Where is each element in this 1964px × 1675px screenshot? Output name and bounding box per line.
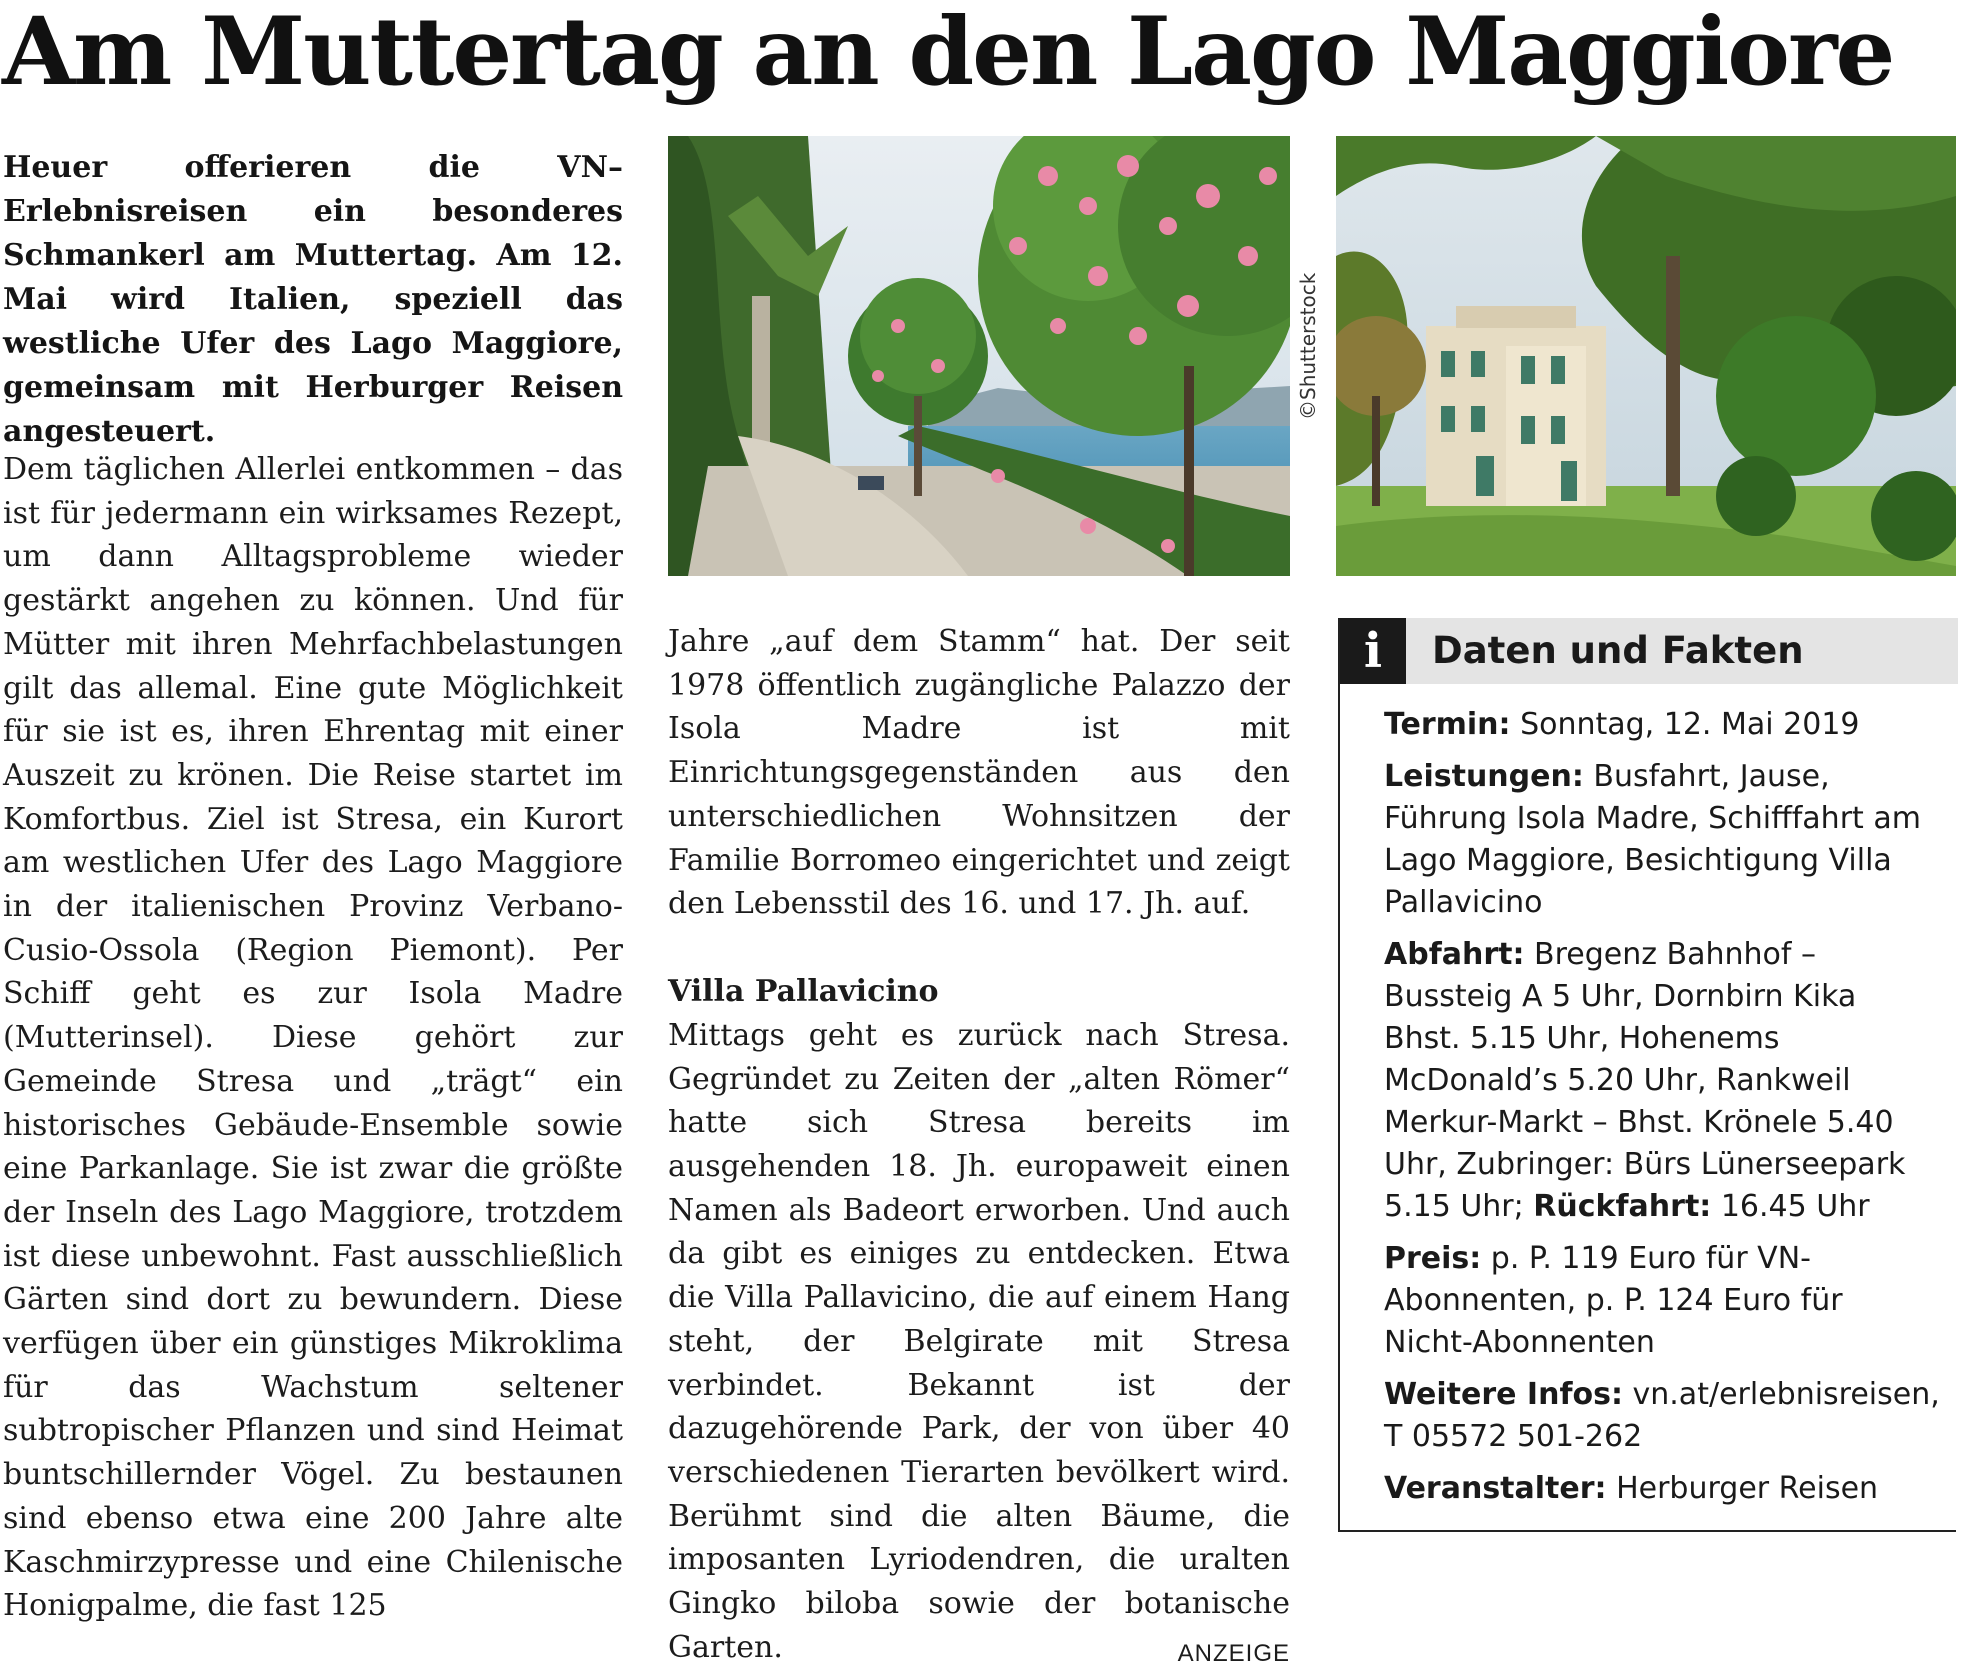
fact-value: p. P. 119 Euro für VN-Abonnenten, p. P. 124 Euro für Nicht-Abonnenten [1384,1241,1843,1360]
fact-label: Abfahrt: [1384,937,1525,972]
body-column-2 [668,620,1290,1675]
ad-label: ANZEIGE [1177,1639,1290,1667]
fact-departure [1384,934,1940,1228]
fact-date [1384,704,1940,746]
fact-value: Bregenz Bahnhof – Bussteig A 5 Uhr, Dornbirn Kika Bhst. 5.15 Uhr, Hohenems McDonald’s 5.20 Uhr, Rankweil Merkur-Markt – Bhst. Krönele 5.40 Uhr, Zubringer: Bürs Lünerseepark 5.15 Uhr; [1384,937,1906,1224]
info-icon: i [1340,618,1406,684]
fact-value: Busfahrt, Jause, Führung Isola Madre, Schifffahrt am Lago Maggiore, Besichtigung Villa Pallavicino [1384,759,1921,920]
fact-organizer [1384,1468,1940,1510]
body-paragraph [668,1014,1290,1670]
garden-lake-photo [668,136,1290,576]
fact-value: 16.45 Uhr [1711,1189,1870,1224]
body-column-1 [3,448,623,1628]
fact-value: Sonntag, 12. Mai 2019 [1510,707,1860,742]
body-paragraph: Dem täglichen Allerlei entkommen – das ist für jedermann ein wirksames Rezept, um dann Alltagsprobleme wieder gestärkt angehen zu können. Und für Mütter mit ihren Mehrfachbelastungen gilt das allemal. Eine gute Möglichkeit für sie ist es, ihren Ehrentag mit einer Auszeit zu krönen. Die Reise startet im Komfortbus. Ziel ist Stresa, ein Kurort am westlichen Ufer des Lago Maggiore in der italienischen Provinz Verbano-Cusio-Ossola (Region Piemont). Per Schiff geht es zur Isola Madre (Mutterinsel). Diese gehört zur Gemeinde Stresa und „trägt“ ein historisches Gebäude-Ensemble sowie eine Parkanlage. Sie ist zwar die größte der Inseln des Lago Maggiore, trotzdem ist diese unbewohnt. Fast ausschließlich Gärten sind dort zu bewundern. Diese verfügen über ein günstiges Mikroklima für das Wachstum seltener subtropischer Pflanzen und sind Heimat buntschillernder Vögel. Zu bestaunen sind ebenso etwa eine 200 Jahre alte Kaschmirzypresse und eine Chilenische Honigpalme, die fast 125 [3,452,623,1624]
headline: Am Muttertag an den Lago Maggiore [2,0,1894,107]
fact-label: Preis: [1384,1241,1482,1276]
fact-more-info [1384,1374,1940,1458]
lead-paragraph: Heuer offerieren die VN–Erlebnisreisen ein besonderes Schmankerl am Muttertag. Am 12. Mai wird Italien, speziell das westliche Ufer des Lago Maggiore, gemeinsam mit Herburger Reisen angesteuert. [3,150,623,449]
fact-label: Rückfahrt: [1533,1189,1712,1224]
photo-credit: ©Shutterstock [1296,272,1320,420]
fact-value: Herburger Reisen [1606,1471,1879,1506]
fact-value: vn.at/erlebnisreisen, T 05572 501-262 [1384,1377,1940,1454]
fact-box-title: Daten und Fakten [1432,629,1804,672]
fact-label: Termin: [1384,707,1511,742]
fact-services [1384,756,1940,924]
subheading: Villa Pallavicino [668,973,939,1009]
body-paragraph: Jahre „auf dem Stamm“ hat. Der seit 1978 öffentlich zugängliche Palazzo der Isola Madre ist mit Einrichtungsgegenständen aus den unterschiedlichen Wohnsitzen der Familie Borromeo eingerichtet und zeigt den Lebensstil des 16. und 17. Jh. auf. [668,624,1290,922]
villa-photo [1336,136,1956,576]
fact-price [1384,1238,1940,1364]
fact-box [1338,618,1956,1532]
fact-label: Weitere Infos: [1384,1377,1623,1412]
body-text: Mittags geht es zurück nach Stresa. Gegründet zu Zeiten der „alten Römer“ hatte sich Stresa bereits im ausgehenden 18. Jh. europaweit einen Namen als Badeort erworben. Und auch da gibt es einiges zu entdecken. Etwa die Villa Pallavicino, die auf einem Hang steht, der Belgirate mit Stresa verbindet. Bekannt ist der dazugehörende Park, der von über 40 verschiedenen Tierarten bevölkert wird. Berühmt sind die alten Bäume, die imposanten Lyriodendren, die uralten Gingko biloba sowie der botanische Garten. [668,1017,1290,1665]
fact-label: Veranstalter: [1384,1471,1607,1506]
fact-label: Leistungen: [1384,759,1584,794]
fact-list [1384,704,1940,1520]
